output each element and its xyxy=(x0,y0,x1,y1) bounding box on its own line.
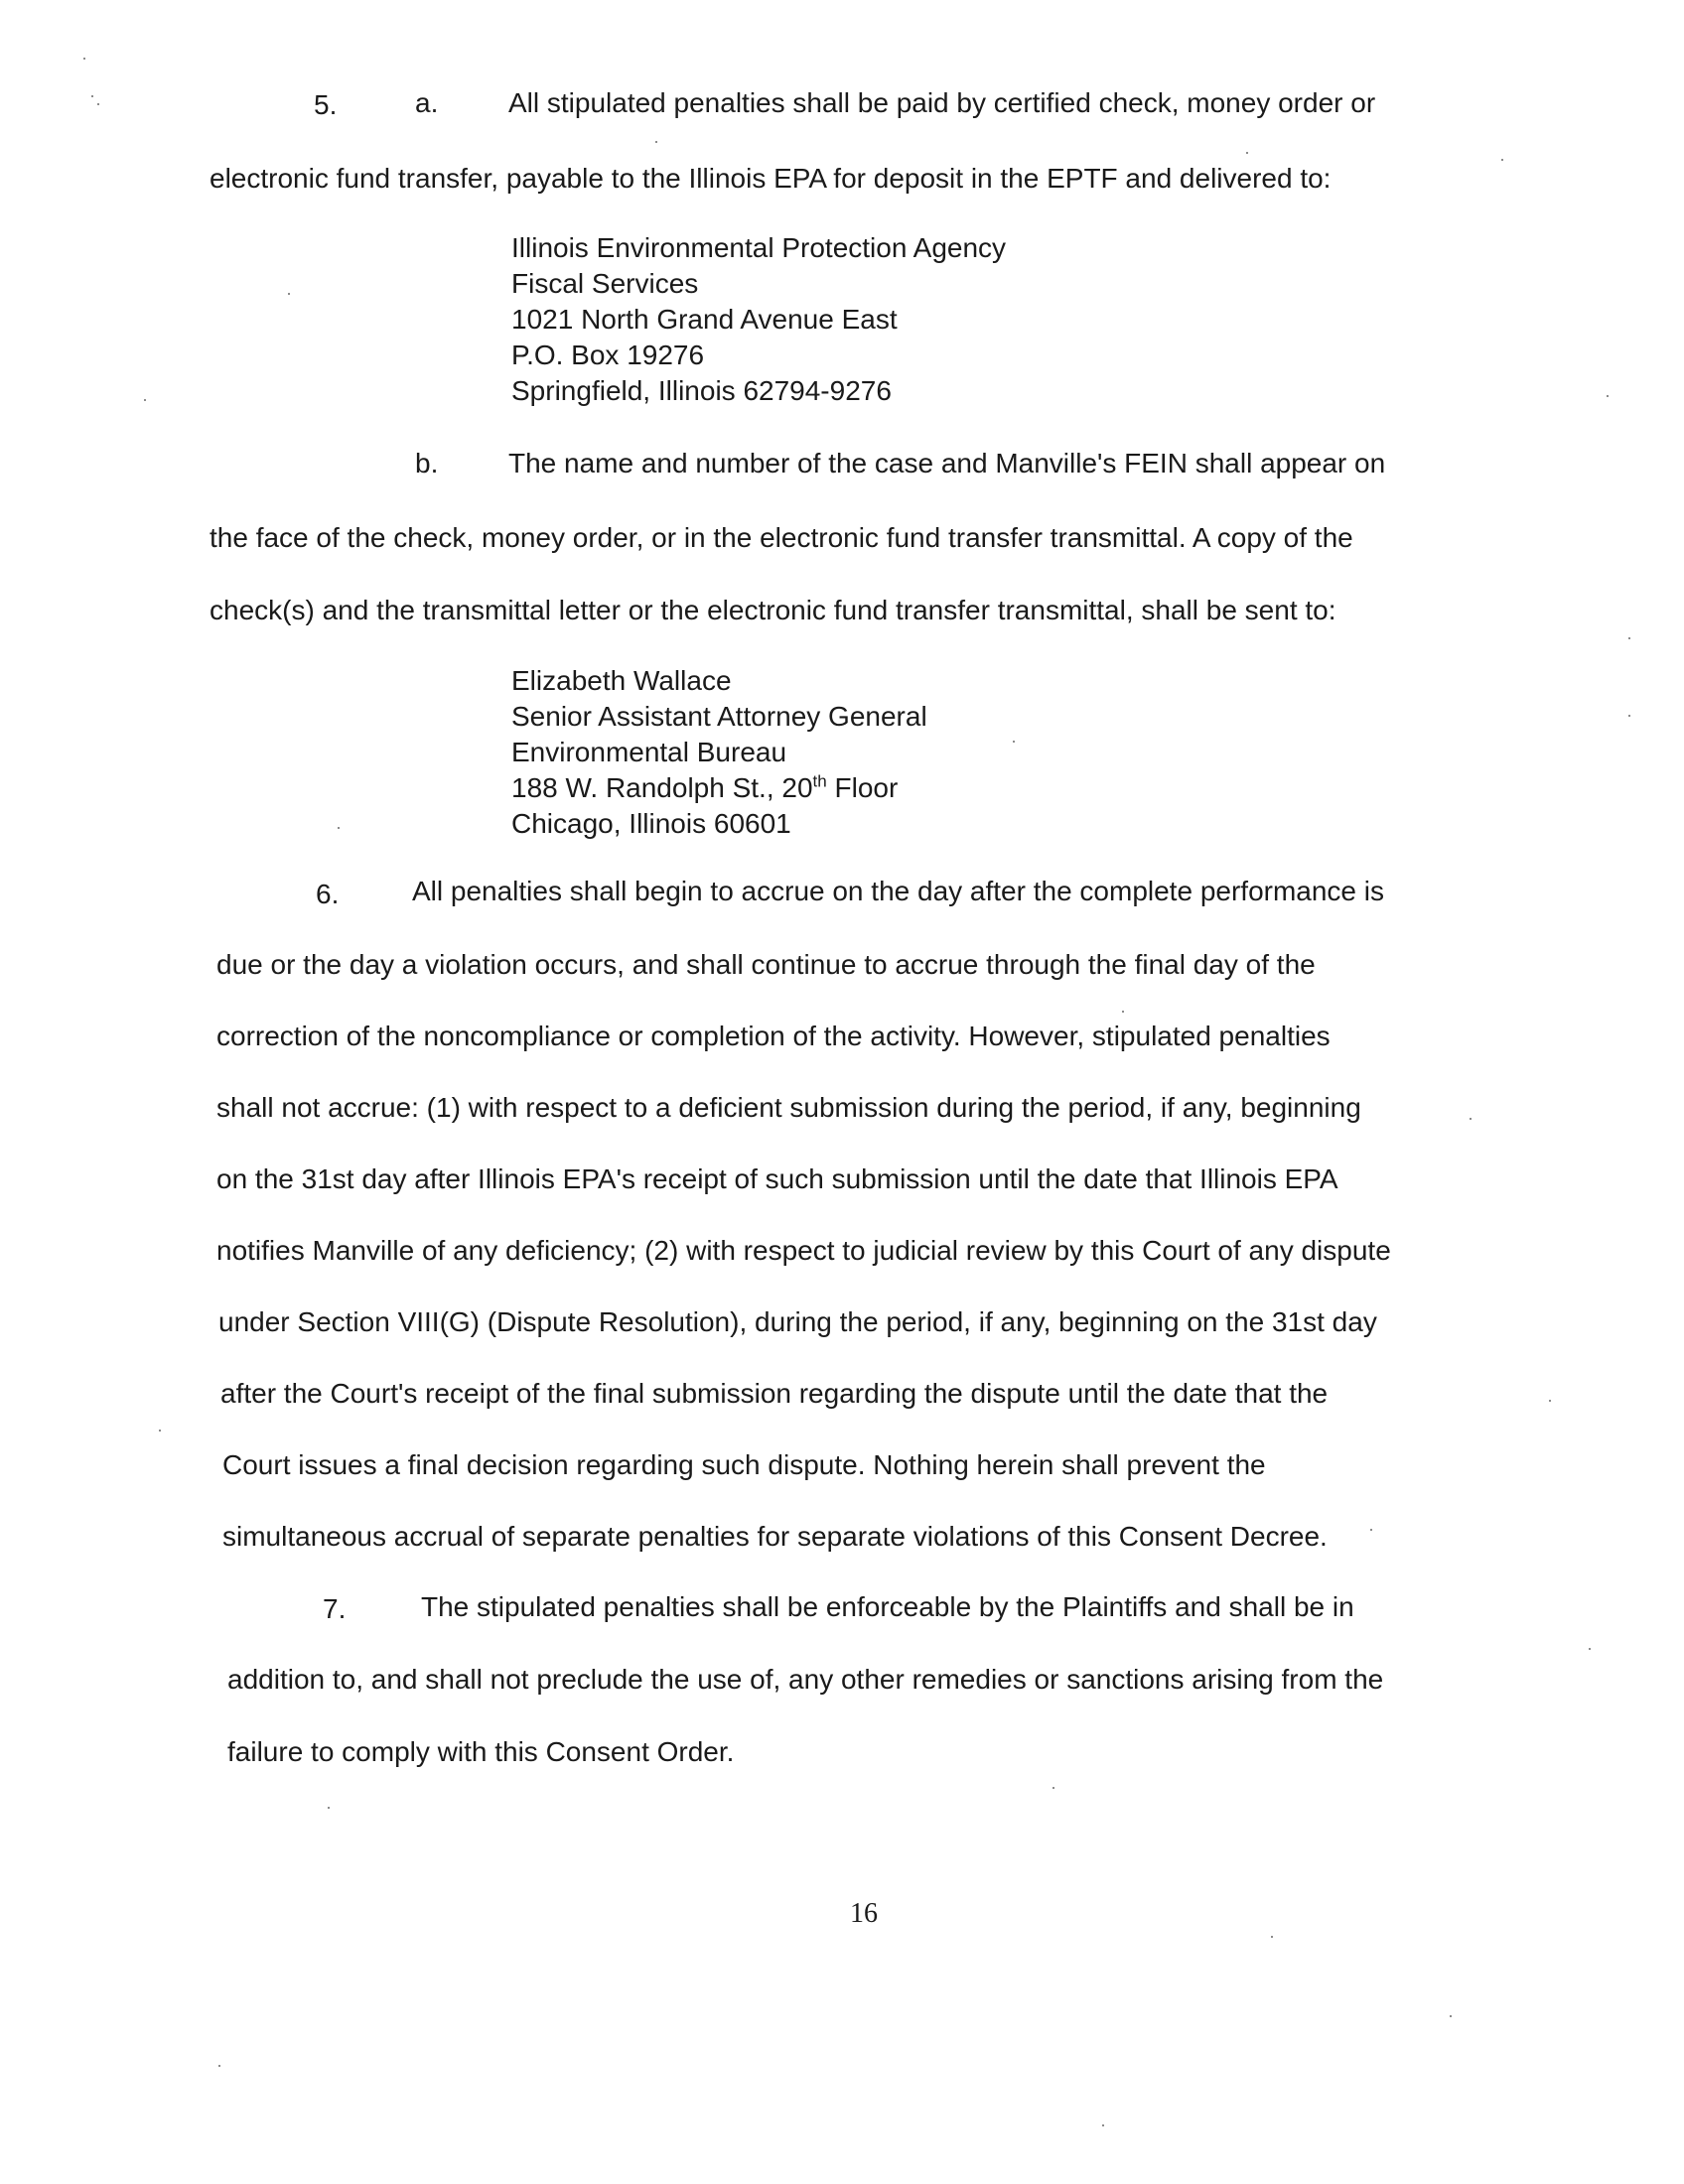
paragraph-6-line: Court issues a final decision regarding such dispute. Nothing herein shall prevent the xyxy=(222,1449,1266,1480)
paragraph-5-number: 5. xyxy=(314,89,338,120)
paragraph-6-line: simultaneous accrual of separate penalties for separate violations of this Consent Decree. xyxy=(222,1521,1328,1552)
paragraph-7-line: failure to comply with this Consent Order. xyxy=(227,1736,735,1767)
paragraph-5a-line-1: All stipulated penalties shall be paid by certified check, money order or xyxy=(508,87,1376,118)
address-line: Fiscal Services xyxy=(511,268,699,299)
paragraph-5b-line-3: check(s) and the transmittal letter or the electronic fund transfer transmittal, shall be sent to: xyxy=(210,595,1336,625)
paragraph-6-line: on the 31st day after Illinois EPA's receipt of such submission until the date that Illinois EPA xyxy=(216,1163,1338,1194)
paragraph-5a-letter: a. xyxy=(415,87,439,118)
paragraph-7-number: 7. xyxy=(323,1593,347,1624)
paragraph-5a-line-2: electronic fund transfer, payable to the Illinois EPA for deposit in the EPTF and delivered to: xyxy=(210,163,1332,194)
paragraph-7-line: addition to, and shall not preclude the use of, any other remedies or sanctions arising from the xyxy=(227,1664,1384,1695)
paragraph-6-line: due or the day a violation occurs, and shall continue to accrue through the final day of the xyxy=(216,949,1316,980)
address-street: 188 W. Randolph St., 20th Floor xyxy=(511,771,899,803)
paragraph-6-line: notifies Manville of any deficiency; (2) with respect to judicial review by this Court of any dispute xyxy=(216,1235,1391,1266)
address-bureau: Environmental Bureau xyxy=(511,737,787,767)
address-line: Illinois Environmental Protection Agency xyxy=(511,232,1007,263)
address-name: Elizabeth Wallace xyxy=(511,665,732,696)
paragraph-5b-line-1: The name and number of the case and Manville's FEIN shall appear on xyxy=(508,448,1386,478)
paragraph-5b-line-2: the face of the check, money order, or in the electronic fund transfer transmittal. A copy of the xyxy=(210,522,1353,553)
paragraph-6-line: All penalties shall begin to accrue on the day after the complete performance is xyxy=(412,876,1385,906)
paragraph-6-number: 6. xyxy=(316,879,340,909)
paragraph-6-line: after the Court's receipt of the final submission regarding the dispute until the date that the xyxy=(220,1378,1329,1409)
address-line: 1021 North Grand Avenue East xyxy=(511,304,898,335)
address-title: Senior Assistant Attorney General xyxy=(511,701,927,732)
address-line: Springfield, Illinois 62794-9276 xyxy=(511,375,892,406)
paragraph-6-line: under Section VIII(G) (Dispute Resolution), during the period, if any, beginning on the 31st day xyxy=(218,1306,1377,1337)
address-line: P.O. Box 19276 xyxy=(511,340,705,370)
paragraph-6-line: correction of the noncompliance or completion of the activity. However, stipulated penalties xyxy=(216,1021,1331,1051)
page-number: 16 xyxy=(850,1898,878,1929)
paragraph-6-line: shall not accrue: (1) with respect to a deficient submission during the period, if any, beginning xyxy=(216,1092,1361,1123)
address-city: Chicago, Illinois 60601 xyxy=(511,808,791,839)
paragraph-7-line: The stipulated penalties shall be enforceable by the Plaintiffs and shall be in xyxy=(421,1591,1354,1622)
paragraph-5b-letter: b. xyxy=(415,448,439,478)
